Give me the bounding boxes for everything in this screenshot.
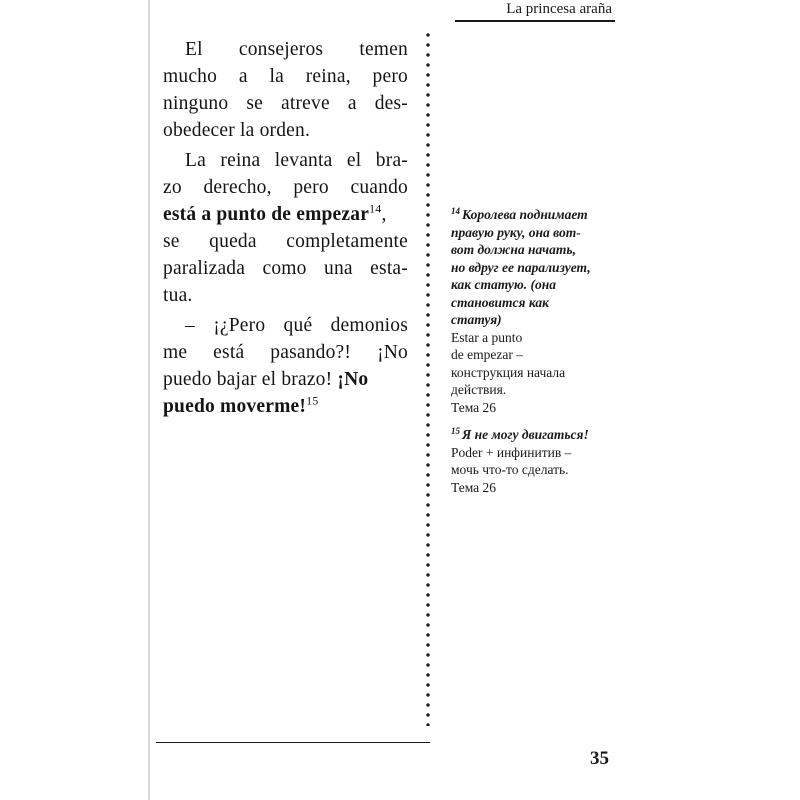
note-comment: de empezar – <box>451 347 523 362</box>
margin-notes <box>451 206 611 506</box>
note-comment: действия. <box>451 382 507 397</box>
note-translation: статуя) <box>451 312 502 327</box>
note-translation: но вдруг ее парализует, <box>451 259 591 275</box>
note-translation: становится как <box>451 294 549 310</box>
note-translation: вот должна начать, <box>451 242 576 257</box>
key-phrase: está a punto de empezar <box>163 204 370 225</box>
key-phrase: puedo moverme! <box>163 396 307 417</box>
key-phrase: ¡No <box>337 369 369 390</box>
note-comment: Тема 26 <box>451 479 497 495</box>
text-line: obedecer la orden. <box>163 120 311 141</box>
dotted-column-divider <box>423 30 433 726</box>
paragraph <box>163 312 408 420</box>
note-comment: мочь что-то сделать. <box>451 462 569 477</box>
text-segment: puedo bajar el brazo! <box>163 369 338 390</box>
header-rule <box>455 20 615 22</box>
running-title: La princesa araña <box>506 1 612 17</box>
text-line: La reina levanta el bra- <box>185 150 408 171</box>
note-translation: правую руку, она вот- <box>451 224 581 240</box>
text-line <box>163 393 408 420</box>
paragraph <box>163 147 408 309</box>
footnote-15 <box>451 426 611 496</box>
note-comment: Тема 26 <box>451 399 497 415</box>
note-number: 14 <box>451 205 460 216</box>
paragraph <box>163 36 408 144</box>
footnote-14 <box>451 206 611 416</box>
footnote-ref-15: 15 <box>306 393 319 408</box>
text-line: ninguno se atreve a des- <box>163 93 408 114</box>
page-number: 35 <box>590 748 609 769</box>
text-line: tua. <box>163 285 193 306</box>
punctuation: , <box>381 204 387 225</box>
text-line: se queda completamente <box>163 231 408 252</box>
text-line: paralizada como una esta- <box>163 258 408 279</box>
footer-rule <box>156 742 430 743</box>
note-comment: конструкция начала <box>451 364 566 380</box>
text-line: – ¡¿Pero qué demonios <box>185 315 408 336</box>
page-edge-shadow <box>148 0 150 800</box>
text-line: me está pasando?! ¡No <box>163 342 408 363</box>
note-comment: Estar a punto <box>451 329 523 345</box>
text-line <box>163 201 408 228</box>
text-line: El consejeros temen <box>185 39 408 60</box>
footnote-ref-14: 14 <box>369 201 382 216</box>
note-comment: Poder + инфинитив – <box>451 444 572 460</box>
main-text-column <box>163 36 408 423</box>
note-line <box>451 206 611 224</box>
note-number: 15 <box>451 425 460 436</box>
text-line: zo derecho, pero cuando <box>163 177 408 198</box>
text-line: mucho a la reina, pero <box>163 66 408 87</box>
note-translation: как статую. (она <box>451 277 556 292</box>
note-translation: Я не могу двигаться! <box>462 427 589 442</box>
note-line <box>451 426 611 444</box>
text-line <box>163 366 408 393</box>
note-translation: Королева поднимает <box>462 207 588 222</box>
